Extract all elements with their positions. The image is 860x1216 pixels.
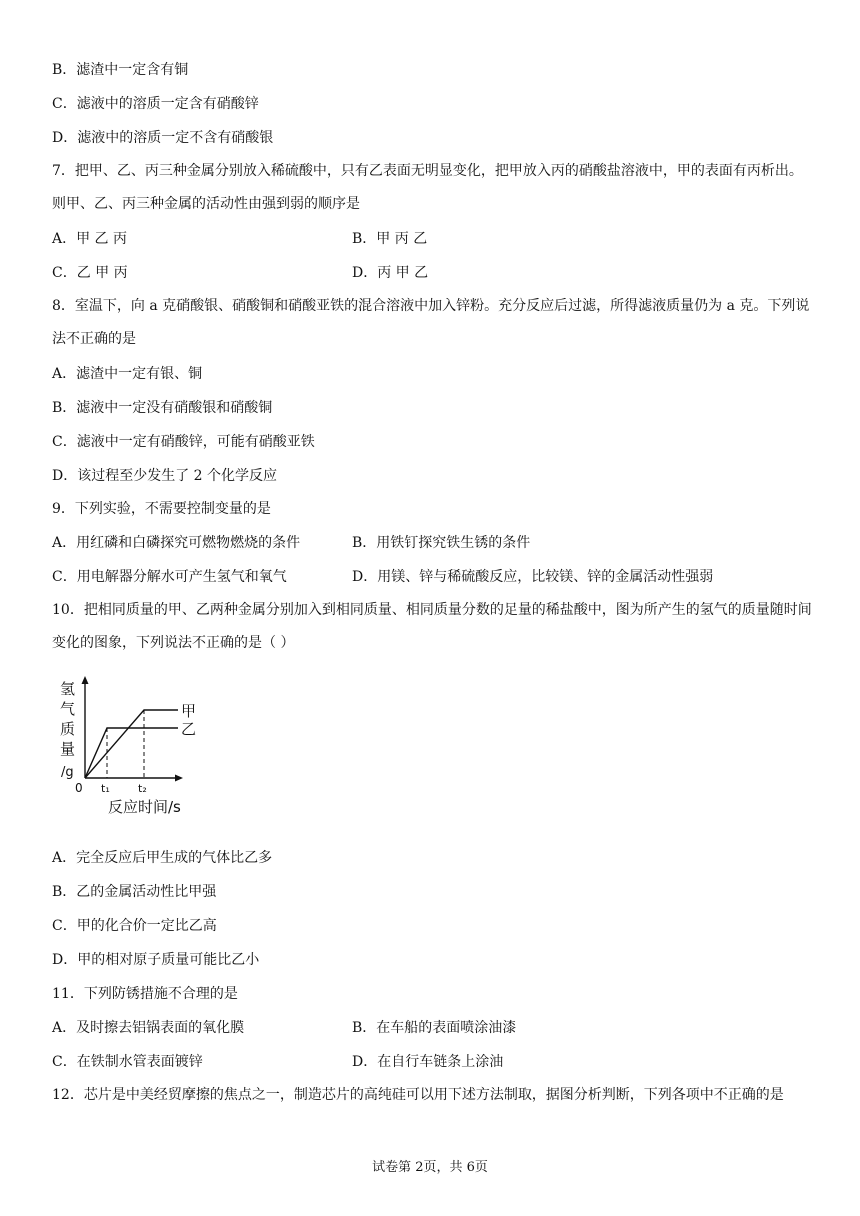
q6-option-c: C．滤液中的溶质一定含有硝酸锌: [52, 96, 259, 112]
q11-stem: 11．下列防锈措施不合理的是: [52, 986, 238, 1002]
q11-option-b: B．在车船的表面喷涂油漆: [352, 1020, 517, 1036]
q9-option-c: C．用电解器分解水可产生氢气和氧气: [52, 569, 287, 585]
q11-option-a: A．及时擦去铝锅表面的氧化膜: [52, 1020, 245, 1036]
figure-x-arrow: [175, 775, 183, 782]
q10-option-b: B．乙的金属活动性比甲强: [52, 884, 217, 900]
figure-curve-jia: [85, 710, 178, 778]
q12-stem: 12．芯片是中美经贸摩擦的焦点之一，制造芯片的高纯硅可以用下述方法制取，据图分析判断，下列各项中不正确的是: [52, 1087, 784, 1103]
q10-option-a: A．完全反应后甲生成的气体比乙多: [52, 850, 273, 866]
q8-stem: 8．室温下，向 a 克硝酸银、硝酸铜和硝酸亚铁的混合溶液中加入锌粉。充分反应后过滤，所得滤液质量仍为 a 克。下列说法不正确的是: [52, 298, 810, 347]
figure-origin-label: 0: [75, 781, 83, 795]
q7-option-d: D．丙 甲 乙: [352, 265, 429, 281]
figure-ylabel-char-1: 氢: [60, 680, 76, 698]
q7-option-a: A．甲 乙 丙: [52, 231, 128, 247]
figure-curve-yi: [85, 728, 178, 778]
figure-ylabel-char-4: 量: [60, 740, 76, 758]
q10-stem: 10．把相同质量的甲、乙两种金属分别加入到相同质量、相同质量分数的足量的稀盐酸中，图为所产生的氢气的质量随时间变化的图象，下列说法不正确的是（ ）: [52, 602, 812, 651]
figure-label-jia: 甲: [181, 702, 197, 720]
figure-t2-label: t₂: [138, 782, 147, 795]
q8-option-d: D．该过程至少发生了 2 个化学反应: [52, 468, 278, 484]
q8-option-b: B．滤液中一定没有硝酸银和硝酸铜: [52, 400, 273, 416]
figure-yunit: /g: [61, 765, 74, 780]
figure-y-arrow: [82, 676, 89, 684]
q10-figure: [52, 672, 202, 820]
q9-stem: 9．下列实验，不需要控制变量的是: [52, 501, 271, 517]
figure-ylabel-char-2: 气: [60, 700, 76, 718]
q11-option-d: D．在自行车链条上涂油: [352, 1054, 504, 1070]
q9-option-b: B．用铁钉探究铁生锈的条件: [352, 535, 531, 551]
q7-option-b: B．甲 丙 乙: [352, 231, 428, 247]
q8-option-a: A．滤渣中一定有银、铜: [52, 366, 203, 382]
q7-stem: 7．把甲、乙、丙三种金属分别放入稀硫酸中，只有乙表面无明显变化，把甲放入丙的硝酸盐溶液中，甲的表面有丙析出。则甲、乙、丙三种金属的活动性由强到弱的顺序是: [52, 163, 803, 212]
q6-option-d: D．滤液中的溶质一定不含有硝酸银: [52, 130, 274, 146]
q9-option-d: D．用镁、锌与稀硫酸反应，比较镁、锌的金属活动性强弱: [352, 569, 714, 585]
q6-option-b: B．滤渣中一定含有铜: [52, 62, 189, 78]
q8-option-c: C．滤液中一定有硝酸锌，可能有硝酸亚铁: [52, 434, 315, 450]
page-footer: 试卷第 2页，共 6页: [372, 1160, 488, 1175]
q9-option-a: A．用红磷和白磷探究可燃物燃烧的条件: [52, 535, 301, 551]
figure-label-yi: 乙: [181, 720, 197, 738]
q11-option-c: C．在铁制水管表面镀锌: [52, 1054, 203, 1070]
figure-t1-label: t₁: [101, 782, 110, 795]
q10-option-c: C．甲的化合价一定比乙高: [52, 918, 217, 934]
q7-option-c: C．乙 甲 丙: [52, 265, 128, 281]
q10-option-d: D．甲的相对原子质量可能比乙小: [52, 952, 260, 968]
figure-ylabel-char-3: 质: [60, 720, 76, 738]
figure-xlabel: 反应时间/s: [108, 798, 181, 816]
